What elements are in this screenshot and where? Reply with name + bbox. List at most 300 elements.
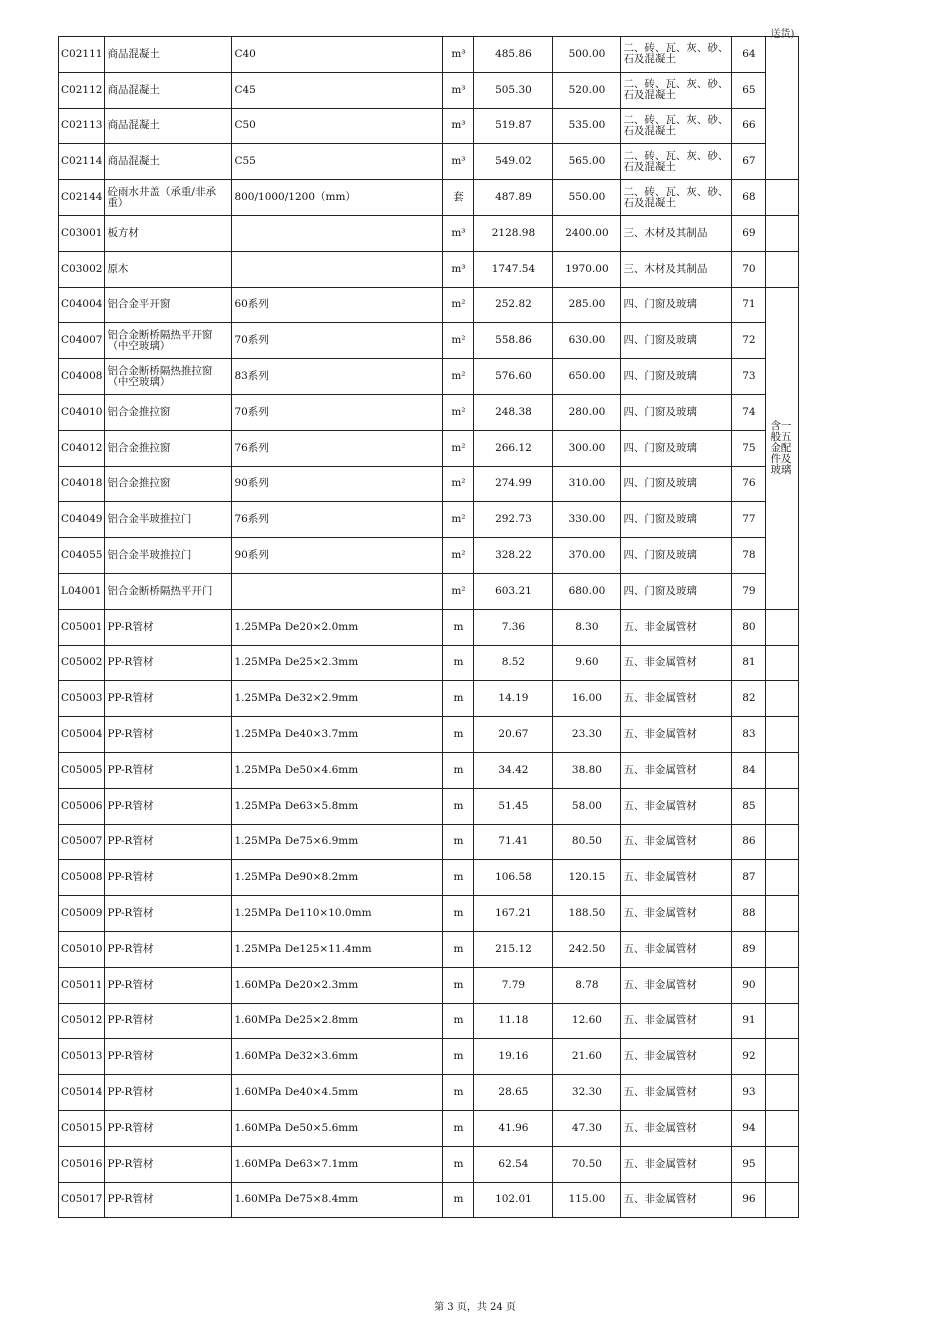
row-seq: 67 (732, 144, 766, 180)
right-border (799, 359, 804, 395)
note-cell (766, 788, 799, 824)
row-name: 原木 (105, 251, 232, 287)
row-code: C05009 (59, 896, 105, 932)
row-price-incl: 115.00 (553, 1182, 621, 1218)
row-spec: 70系列 (232, 323, 443, 359)
row-category: 五、非金属管材 (621, 896, 732, 932)
row-seq: 94 (732, 1110, 766, 1146)
right-border (799, 609, 804, 645)
row-seq: 90 (732, 967, 766, 1003)
row-name: 板方材 (105, 215, 232, 251)
row-price-incl: 650.00 (553, 359, 621, 395)
right-border (799, 717, 804, 753)
row-code: L04001 (59, 573, 105, 609)
row-price-excl: 2128.98 (474, 215, 553, 251)
row-category: 五、非金属管材 (621, 931, 732, 967)
note-cell-concrete (766, 29, 799, 180)
row-spec: 1.25MPa De90×8.2mm (232, 860, 443, 896)
row-price-incl: 330.00 (553, 502, 621, 538)
note-cell (766, 860, 799, 896)
row-price-incl: 310.00 (553, 466, 621, 502)
note-cell (766, 180, 799, 216)
note-cell (766, 1039, 799, 1075)
row-price-incl: 2400.00 (553, 215, 621, 251)
row-spec (232, 215, 443, 251)
row-unit: m (443, 967, 474, 1003)
table-row (59, 144, 804, 180)
row-unit: m (443, 717, 474, 753)
row-seq: 75 (732, 430, 766, 466)
row-category: 二、砖、瓦、灰、砂、石及混凝土 (621, 144, 732, 180)
row-name: 铝合金断桥隔热平开门 (105, 573, 232, 609)
row-category: 五、非金属管材 (621, 752, 732, 788)
right-border (799, 72, 804, 108)
row-code: C04010 (59, 394, 105, 430)
row-seq: 86 (732, 824, 766, 860)
row-code: C05008 (59, 860, 105, 896)
table-row (59, 1003, 804, 1039)
row-code: C05004 (59, 717, 105, 753)
row-name: PP-R管材 (105, 609, 232, 645)
row-spec: 1.60MPa De63×7.1mm (232, 1146, 443, 1182)
row-price-incl: 500.00 (553, 37, 621, 73)
row-seq: 78 (732, 538, 766, 574)
row-category: 二、砖、瓦、灰、砂、石及混凝土 (621, 108, 732, 144)
table-row (59, 466, 804, 502)
note-cell (766, 1003, 799, 1039)
row-category: 四、门窗及玻璃 (621, 287, 732, 323)
row-category: 三、木材及其制品 (621, 215, 732, 251)
row-price-excl: 106.58 (474, 860, 553, 896)
row-seq: 80 (732, 609, 766, 645)
row-spec: 1.60MPa De32×3.6mm (232, 1039, 443, 1075)
row-price-incl: 21.60 (553, 1039, 621, 1075)
row-price-incl: 38.80 (553, 752, 621, 788)
row-seq: 70 (732, 251, 766, 287)
row-spec (232, 251, 443, 287)
row-spec: 1.60MPa De40×4.5mm (232, 1075, 443, 1111)
row-name: 铝合金半玻推拉门 (105, 538, 232, 574)
row-spec: 70系列 (232, 394, 443, 430)
row-name: 铝合金半玻推拉门 (105, 502, 232, 538)
right-border (799, 215, 804, 251)
row-category: 五、非金属管材 (621, 1039, 732, 1075)
row-seq: 83 (732, 717, 766, 753)
row-name: PP-R管材 (105, 717, 232, 753)
row-name: 商品混凝土 (105, 144, 232, 180)
right-border (799, 430, 804, 466)
row-seq: 91 (732, 1003, 766, 1039)
row-code: C05003 (59, 681, 105, 717)
row-spec: 90系列 (232, 538, 443, 574)
row-unit: m³ (443, 144, 474, 180)
table-row (59, 1039, 804, 1075)
row-price-incl: 188.50 (553, 896, 621, 932)
row-code: C05016 (59, 1146, 105, 1182)
row-unit: m² (443, 287, 474, 323)
row-category: 三、木材及其制品 (621, 251, 732, 287)
note-cell (766, 931, 799, 967)
row-name: 铝合金平开窗 (105, 287, 232, 323)
row-name: PP-R管材 (105, 896, 232, 932)
table-row (59, 180, 804, 216)
table-row (59, 573, 804, 609)
row-category: 五、非金属管材 (621, 824, 732, 860)
note-windows-text: 含一般五金配件及玻璃 (770, 419, 792, 476)
row-spec: 1.25MPa De110×10.0mm (232, 896, 443, 932)
right-border (799, 394, 804, 430)
row-price-incl: 680.00 (553, 573, 621, 609)
row-seq: 65 (732, 72, 766, 108)
row-spec: C40 (232, 37, 443, 73)
row-spec: 800/1000/1200（mm） (232, 180, 443, 216)
table-row (59, 788, 804, 824)
table-row (59, 645, 804, 681)
row-seq: 81 (732, 645, 766, 681)
row-price-incl: 8.30 (553, 609, 621, 645)
row-unit: m³ (443, 215, 474, 251)
right-border (799, 967, 804, 1003)
row-code: C02111 (59, 37, 105, 73)
row-unit: m (443, 931, 474, 967)
right-border (799, 1003, 804, 1039)
row-code: C05005 (59, 752, 105, 788)
row-price-incl: 280.00 (553, 394, 621, 430)
row-code: C05001 (59, 609, 105, 645)
row-category: 四、门窗及玻璃 (621, 538, 732, 574)
table-row (59, 1075, 804, 1111)
table-row (59, 896, 804, 932)
row-price-excl: 558.86 (474, 323, 553, 359)
note-cell (766, 1110, 799, 1146)
row-price-incl: 32.30 (553, 1075, 621, 1111)
row-category: 五、非金属管材 (621, 681, 732, 717)
row-seq: 72 (732, 323, 766, 359)
note-cell (766, 824, 799, 860)
right-border (799, 108, 804, 144)
row-name: PP-R管材 (105, 1039, 232, 1075)
row-code: C04049 (59, 502, 105, 538)
table-row (59, 1146, 804, 1182)
row-price-incl: 242.50 (553, 931, 621, 967)
row-code: C04012 (59, 430, 105, 466)
right-border (799, 1075, 804, 1111)
right-border (799, 931, 804, 967)
row-category: 二、砖、瓦、灰、砂、石及混凝土 (621, 37, 732, 73)
row-name: PP-R管材 (105, 931, 232, 967)
table-row (59, 323, 804, 359)
row-unit: m (443, 1182, 474, 1218)
note-cell-windows (766, 287, 799, 609)
row-unit: m (443, 681, 474, 717)
row-category: 四、门窗及玻璃 (621, 323, 732, 359)
table-row (59, 967, 804, 1003)
right-border (799, 251, 804, 287)
row-category: 五、非金属管材 (621, 717, 732, 753)
row-unit: 套 (443, 180, 474, 216)
row-category: 四、门窗及玻璃 (621, 502, 732, 538)
row-price-excl: 14.19 (474, 681, 553, 717)
row-seq: 79 (732, 573, 766, 609)
row-price-incl: 16.00 (553, 681, 621, 717)
row-code: C05017 (59, 1182, 105, 1218)
row-unit: m (443, 824, 474, 860)
row-price-excl: 102.01 (474, 1182, 553, 1218)
row-unit: m² (443, 323, 474, 359)
row-price-excl: 487.89 (474, 180, 553, 216)
row-price-excl: 20.67 (474, 717, 553, 753)
note-cell (766, 967, 799, 1003)
row-category: 四、门窗及玻璃 (621, 466, 732, 502)
right-border (799, 752, 804, 788)
row-code: C05010 (59, 931, 105, 967)
row-code: C04018 (59, 466, 105, 502)
row-spec: 1.60MPa De25×2.8mm (232, 1003, 443, 1039)
row-name: 铝合金断桥隔热推拉窗（中空玻璃） (105, 359, 232, 395)
row-name: PP-R管材 (105, 1146, 232, 1182)
row-seq: 87 (732, 860, 766, 896)
row-unit: m² (443, 502, 474, 538)
row-code: C05015 (59, 1110, 105, 1146)
row-price-excl: 292.73 (474, 502, 553, 538)
right-border (799, 287, 804, 323)
table-row (59, 251, 804, 287)
row-code: C05014 (59, 1075, 105, 1111)
row-price-excl: 11.18 (474, 1003, 553, 1039)
row-category: 四、门窗及玻璃 (621, 394, 732, 430)
row-price-excl: 71.41 (474, 824, 553, 860)
row-seq: 85 (732, 788, 766, 824)
row-code: C05011 (59, 967, 105, 1003)
row-name: 铝合金断桥隔热平开窗（中空玻璃） (105, 323, 232, 359)
row-seq: 96 (732, 1182, 766, 1218)
row-seq: 82 (732, 681, 766, 717)
table-row (59, 717, 804, 753)
right-border (799, 466, 804, 502)
row-price-incl: 70.50 (553, 1146, 621, 1182)
row-unit: m (443, 1039, 474, 1075)
row-code: C04008 (59, 359, 105, 395)
row-name: 铝合金推拉窗 (105, 430, 232, 466)
row-code: C05002 (59, 645, 105, 681)
row-name: PP-R管材 (105, 1075, 232, 1111)
right-border (799, 860, 804, 896)
row-name: PP-R管材 (105, 788, 232, 824)
row-unit: m (443, 860, 474, 896)
row-name: PP-R管材 (105, 1110, 232, 1146)
row-unit: m (443, 1003, 474, 1039)
row-code: C04007 (59, 323, 105, 359)
note-cell (766, 681, 799, 717)
row-unit: m³ (443, 108, 474, 144)
table-row (59, 287, 804, 323)
row-price-excl: 252.82 (474, 287, 553, 323)
row-seq: 76 (732, 466, 766, 502)
right-border (799, 573, 804, 609)
note-top-fragment: 送货) (770, 29, 795, 40)
table-row (59, 609, 804, 645)
row-category: 五、非金属管材 (621, 645, 732, 681)
row-category: 五、非金属管材 (621, 1003, 732, 1039)
row-price-incl: 120.15 (553, 860, 621, 896)
row-unit: m (443, 609, 474, 645)
note-cell (766, 609, 799, 645)
row-price-incl: 370.00 (553, 538, 621, 574)
row-spec: 60系列 (232, 287, 443, 323)
row-seq: 95 (732, 1146, 766, 1182)
table-row (59, 1110, 804, 1146)
price-table (58, 29, 803, 1218)
row-category: 五、非金属管材 (621, 967, 732, 1003)
row-unit: m³ (443, 251, 474, 287)
row-price-excl: 274.99 (474, 466, 553, 502)
right-border (799, 1039, 804, 1075)
row-spec: 1.60MPa De20×2.3mm (232, 967, 443, 1003)
row-seq: 71 (732, 287, 766, 323)
table-row (59, 752, 804, 788)
row-category: 五、非金属管材 (621, 1182, 732, 1218)
row-unit: m² (443, 394, 474, 430)
row-category: 二、砖、瓦、灰、砂、石及混凝土 (621, 180, 732, 216)
row-price-incl: 565.00 (553, 144, 621, 180)
row-name: 商品混凝土 (105, 108, 232, 144)
row-code: C04055 (59, 538, 105, 574)
row-price-excl: 519.87 (474, 108, 553, 144)
row-name: PP-R管材 (105, 645, 232, 681)
row-code: C02144 (59, 180, 105, 216)
right-border (799, 144, 804, 180)
table-row (59, 538, 804, 574)
row-price-incl: 1970.00 (553, 251, 621, 287)
row-spec: 76系列 (232, 502, 443, 538)
row-spec: C45 (232, 72, 443, 108)
row-price-excl: 485.86 (474, 37, 553, 73)
right-border (799, 502, 804, 538)
right-border (799, 824, 804, 860)
row-price-excl: 8.52 (474, 645, 553, 681)
row-unit: m (443, 752, 474, 788)
row-price-incl: 8.78 (553, 967, 621, 1003)
row-code: C05013 (59, 1039, 105, 1075)
row-price-excl: 1747.54 (474, 251, 553, 287)
row-category: 五、非金属管材 (621, 1146, 732, 1182)
row-code: C04004 (59, 287, 105, 323)
row-price-incl: 630.00 (553, 323, 621, 359)
row-category: 五、非金属管材 (621, 1110, 732, 1146)
row-unit: m (443, 645, 474, 681)
note-cell (766, 1146, 799, 1182)
table-row (59, 931, 804, 967)
row-price-excl: 266.12 (474, 430, 553, 466)
row-price-incl: 12.60 (553, 1003, 621, 1039)
row-name: PP-R管材 (105, 681, 232, 717)
table-row (59, 394, 804, 430)
row-unit: m (443, 788, 474, 824)
row-price-incl: 9.60 (553, 645, 621, 681)
table-row (59, 215, 804, 251)
row-seq: 64 (732, 37, 766, 73)
table-row (59, 430, 804, 466)
table-row (59, 37, 804, 73)
note-cell (766, 896, 799, 932)
row-price-excl: 549.02 (474, 144, 553, 180)
table-row (59, 1182, 804, 1218)
row-spec: 1.25MPa De125×11.4mm (232, 931, 443, 967)
row-seq: 73 (732, 359, 766, 395)
row-code: C03001 (59, 215, 105, 251)
row-unit: m² (443, 359, 474, 395)
row-price-excl: 328.22 (474, 538, 553, 574)
row-price-incl: 47.30 (553, 1110, 621, 1146)
row-seq: 84 (732, 752, 766, 788)
row-spec: 90系列 (232, 466, 443, 502)
right-border (799, 1110, 804, 1146)
row-price-excl: 167.21 (474, 896, 553, 932)
row-price-excl: 7.79 (474, 967, 553, 1003)
row-unit: m (443, 1146, 474, 1182)
row-price-excl: 19.16 (474, 1039, 553, 1075)
row-unit: m³ (443, 72, 474, 108)
row-price-incl: 300.00 (553, 430, 621, 466)
row-name: PP-R管材 (105, 752, 232, 788)
row-category: 四、门窗及玻璃 (621, 359, 732, 395)
row-seq: 93 (732, 1075, 766, 1111)
note-cell (766, 251, 799, 287)
right-border (799, 788, 804, 824)
row-category: 五、非金属管材 (621, 1075, 732, 1111)
row-price-excl: 215.12 (474, 931, 553, 967)
row-price-incl: 285.00 (553, 287, 621, 323)
row-spec: 1.25MPa De25×2.3mm (232, 645, 443, 681)
note-cell (766, 1075, 799, 1111)
row-seq: 74 (732, 394, 766, 430)
page-footer: 第 3 页，共 24 页 (434, 1302, 516, 1313)
row-category: 五、非金属管材 (621, 788, 732, 824)
row-price-incl: 80.50 (553, 824, 621, 860)
row-spec: C50 (232, 108, 443, 144)
row-seq: 77 (732, 502, 766, 538)
row-unit: m³ (443, 37, 474, 73)
row-spec: 1.25MPa De63×5.8mm (232, 788, 443, 824)
row-seq: 66 (732, 108, 766, 144)
row-name: 商品混凝土 (105, 72, 232, 108)
row-unit: m (443, 1110, 474, 1146)
note-cell (766, 752, 799, 788)
row-name: 商品混凝土 (105, 37, 232, 73)
row-code: C03002 (59, 251, 105, 287)
row-price-excl: 28.65 (474, 1075, 553, 1111)
row-spec: 1.25MPa De75×6.9mm (232, 824, 443, 860)
row-price-excl: 248.38 (474, 394, 553, 430)
row-unit: m² (443, 573, 474, 609)
row-spec: 1.25MPa De20×2.0mm (232, 609, 443, 645)
row-seq: 92 (732, 1039, 766, 1075)
table-row (59, 860, 804, 896)
row-price-incl: 23.30 (553, 717, 621, 753)
row-unit: m (443, 1075, 474, 1111)
row-price-incl: 550.00 (553, 180, 621, 216)
row-seq: 89 (732, 931, 766, 967)
row-unit: m² (443, 430, 474, 466)
row-price-excl: 51.45 (474, 788, 553, 824)
row-code: C05007 (59, 824, 105, 860)
row-code: C05006 (59, 788, 105, 824)
row-unit: m² (443, 538, 474, 574)
row-name: PP-R管材 (105, 860, 232, 896)
row-price-excl: 603.21 (474, 573, 553, 609)
note-cell (766, 645, 799, 681)
table-row (59, 72, 804, 108)
